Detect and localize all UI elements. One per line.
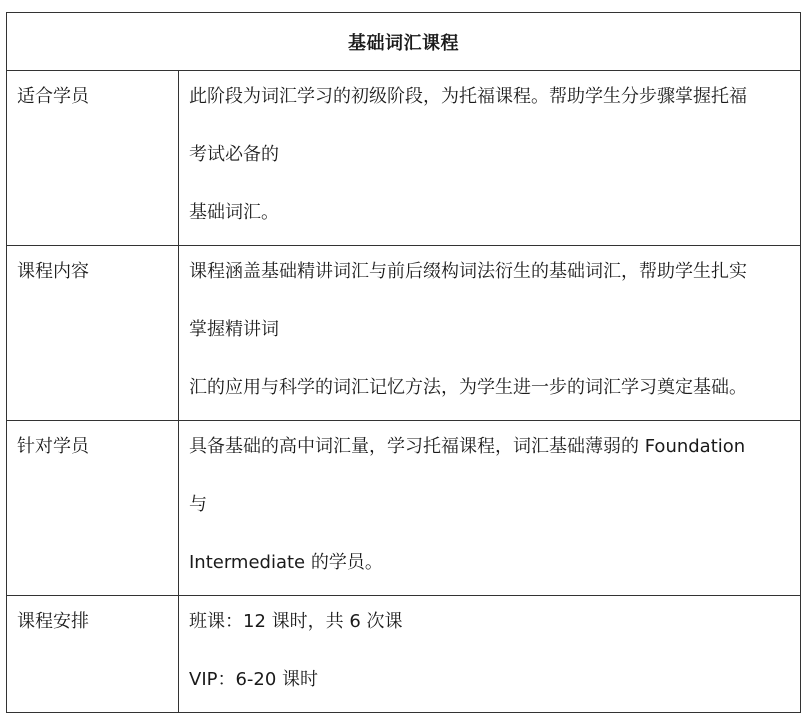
content-line: 具备基础的高中词汇量，学习托福课程，词汇基础薄弱的 Foundation — [189, 436, 746, 457]
content-line: 班课：12 课时，共 6 次课 — [189, 611, 403, 632]
row-label: 适合学员 — [7, 71, 179, 245]
row-label: 课程内容 — [7, 246, 179, 420]
row-content — [179, 596, 801, 712]
table-title: 基础词汇课程 — [348, 32, 459, 54]
content-line: 课程涵盖基础精讲词汇与前后缀构词法衍生的基础词汇，帮助学生扎实 — [189, 261, 747, 282]
table-row-target-students — [7, 421, 801, 596]
course-table — [6, 12, 801, 713]
row-content — [179, 246, 801, 420]
content-line: 此阶段为词汇学习的初级阶段，为托福课程。帮助学生分步骤掌握托福 — [189, 86, 747, 107]
content-line: 掌握精讲词 — [189, 319, 279, 340]
content-line: 考试必备的 — [189, 144, 279, 165]
content-line: Intermediate 的学员。 — [189, 552, 383, 573]
table-row-suitable-students — [7, 71, 801, 246]
row-content — [179, 421, 801, 595]
table-row-course-content — [7, 246, 801, 421]
row-label: 课程安排 — [7, 596, 179, 712]
content-line: 基础词汇。 — [189, 202, 279, 223]
row-content — [179, 71, 801, 245]
content-line: 与 — [189, 494, 207, 515]
table-title-row — [7, 13, 801, 71]
content-line: VIP：6-20 课时 — [189, 669, 319, 690]
table-row-schedule — [7, 596, 801, 713]
row-label: 针对学员 — [7, 421, 179, 595]
content-line: 汇的应用与科学的词汇记忆方法，为学生进一步的词汇学习奠定基础。 — [189, 377, 747, 398]
